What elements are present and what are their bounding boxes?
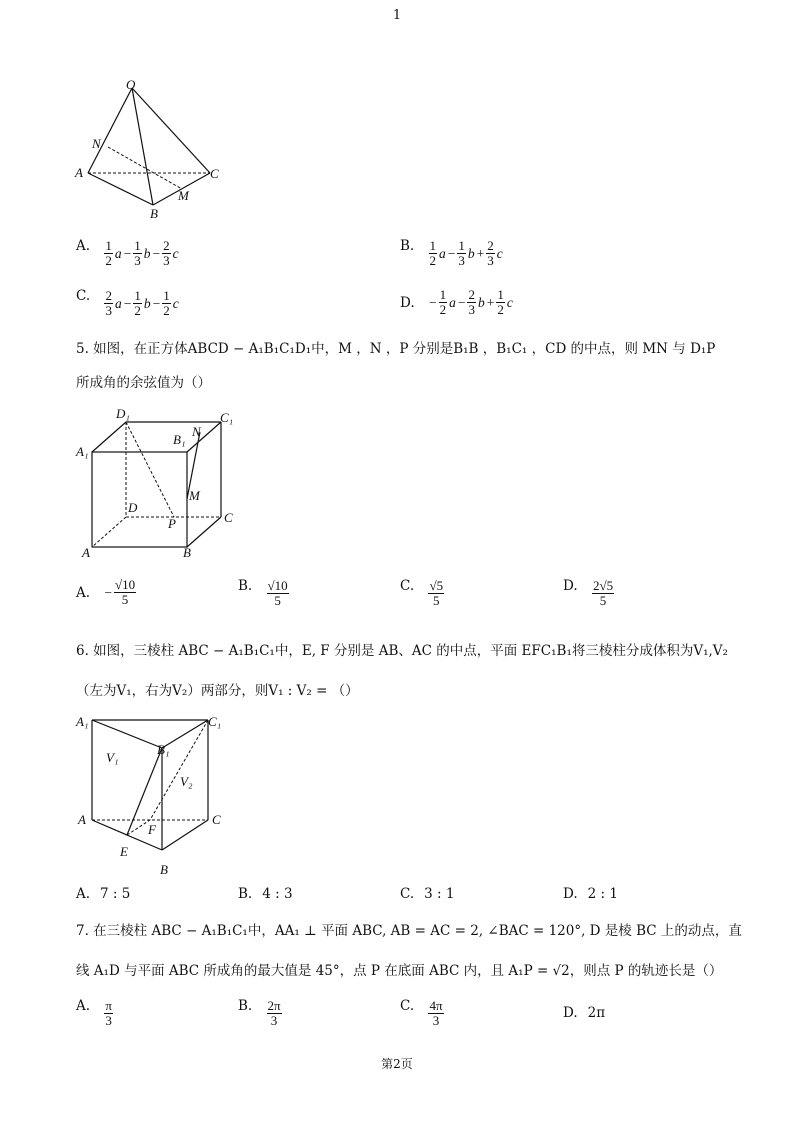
q6-option-c[interactable]: C. 3 : 1 [400,886,455,902]
label-M: M [189,488,200,503]
label-N: N [192,424,201,439]
q7-option-a[interactable]: A. $\frac{\pi}{3}$ [76,998,112,1028]
label-C1: C₁ [208,714,222,729]
q5-option-d[interactable]: D. $\frac{2√5}{5}$ [563,578,614,608]
q5-option-b[interactable]: B. $\frac{√10}{5}$ [238,578,288,608]
label-A1: A₁ [76,444,89,459]
q5-line2: 所成角的余弦值为（） [76,375,211,391]
q6-line2: （左为V₁，右为V₂）两部分，则V₁ : V₂ = （） [76,683,359,699]
label-A: A [75,165,83,180]
q7-line2: 线 A₁D 与平面 ABC 所成角的最大值是 45°，点 P 在底面 ABC 内，且 A₁P = √2，则点 P 的轨迹长是（） [76,963,723,979]
label-A: A [78,812,86,827]
q5-line1: 5. 如图，在正方体ABCD − A₁B₁C₁D₁中，M ，N ，P 分别是B₁B ，B₁C₁ ，CD 的中点，则 MN 与 D₁P [76,341,716,357]
tetrahedron-figure [70,78,230,223]
label-C: C [210,166,219,181]
label-C: C [224,510,233,525]
q4-option-c[interactable]: C. $\frac{2}{3}$ a − $\frac{1}{2}$ b − $\frac{1}{2}$ c [76,288,179,318]
label-N: N [92,136,101,151]
label-B: B [150,206,158,221]
q7-option-c[interactable]: C. $\frac{4\pi}{3}$ [400,998,443,1028]
q7-option-b[interactable]: B. $\frac{2\pi}{3}$ [238,998,281,1028]
label-B1: B₁ [157,742,170,757]
label-A1: A₁ [76,714,89,729]
label-F: F [148,822,156,837]
q4-option-c-expr: $\frac{2}{3}$ a − $\frac{1}{2}$ b − $\frac{1}{2}$ c [105,288,179,318]
label-D1: D₁ [116,406,130,421]
q6-option-d[interactable]: D. 2 : 1 [563,886,618,902]
label-C: C [212,812,221,827]
q5-option-c[interactable]: C. $\frac{√5}{5}$ [400,578,444,608]
q4-option-b-expr: $\frac{1}{2}$ a − $\frac{1}{3}$ b + $\frac{2}{3}$ c [429,238,503,268]
label-B: B [183,545,191,560]
q6-line1: 6. 如图，三棱柱 ABC − A₁B₁C₁中，E, F 分别是 AB、AC 的中点，平面 EFC₁B₁将三棱柱分成体积为V₁,V₂ [76,643,728,659]
q6-option-b[interactable]: B. 4 : 3 [238,886,293,902]
q7-option-d[interactable]: D. 2π [563,1005,606,1021]
label-C1: C₁ [220,410,234,425]
q4-option-d-expr: − $\frac{1}{2}$ a − $\frac{2}{3}$ b + $\frac{1}{2}$ c [428,287,513,317]
label-D: D [128,500,138,515]
label-V2: V₂ [180,774,193,789]
q5-option-a[interactable]: A. − $\frac{√10}{5}$ [76,577,136,607]
page-number-bottom: 第2页 [381,1057,413,1071]
label-O: O [126,78,136,92]
label-E: E [120,844,128,859]
q4-option-b[interactable]: B. $\frac{1}{2}$ a − $\frac{1}{3}$ b + $\frac{2}{3}$ c [400,238,503,268]
label-V1: V₁ [106,750,119,765]
q4-option-a-expr: $\frac{1}{2}$ a − $\frac{1}{3}$ b − $\frac{2}{3}$ c [105,238,179,268]
q4-option-a[interactable]: A. $\frac{1}{2}$ a − $\frac{1}{3}$ b − $\frac{2}{3}$ c [76,238,179,268]
page-number-top: 1 [392,8,402,23]
label-B: B [160,862,168,877]
q7-line1: 7. 在三棱柱 ABC − A₁B₁C₁中，AA₁ ⊥ 平面 ABC, AB = AC = 2, ∠BAC = 120°, D 是棱 BC 上的动点，直 [76,923,742,939]
label-M: M [178,188,189,203]
label-A: A [82,545,90,560]
q6-option-a[interactable]: A. 7 : 5 [76,886,131,902]
label-P: P [168,516,176,531]
q4-option-d[interactable]: D. − $\frac{1}{2}$ a − $\frac{2}{3}$ b + $\frac{1}{2}$ c [400,287,513,317]
label-B1: B₁ [173,432,186,447]
prism-figure [72,710,242,880]
cube-figure [72,402,247,562]
